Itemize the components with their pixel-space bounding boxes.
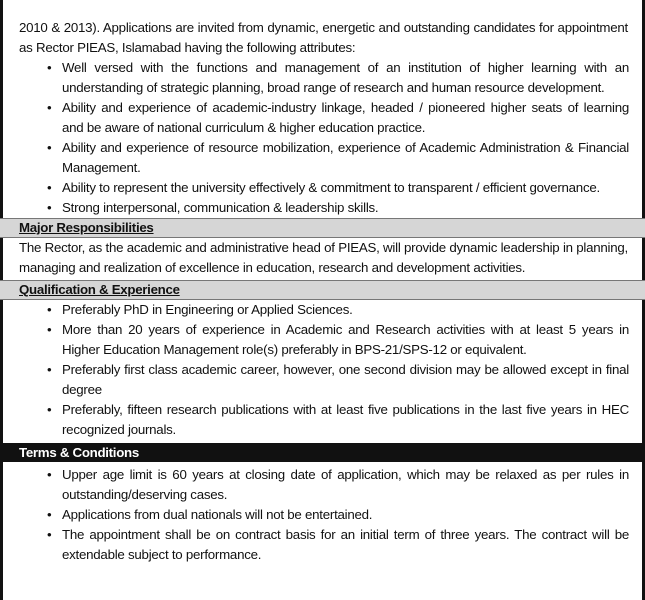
- section-heading-major-responsibilities: Major Responsibilities: [0, 218, 645, 238]
- bullet-icon: •: [47, 180, 52, 195]
- bullet-icon: •: [47, 507, 52, 522]
- list-item: • Preferably PhD in Engineering or Applied Sciences.: [62, 300, 629, 320]
- bullet-icon: •: [47, 322, 52, 337]
- bullet-icon: •: [47, 402, 52, 417]
- list-item: • Ability to represent the university effectively & commitment to transparent / efficient governance.: [62, 178, 629, 198]
- section-heading-terms: Terms & Conditions: [0, 443, 645, 462]
- intro-paragraph: 2010 & 2013). Applications are invited from dynamic, energetic and outstanding candidates for appointment as Rector PIEAS, Islamabad having the following attributes:: [19, 20, 628, 55]
- bullet-icon: •: [47, 200, 52, 215]
- qualification-list: [0, 300, 645, 440]
- attributes-list: [0, 58, 645, 218]
- bullet-icon: •: [47, 100, 52, 115]
- list-item: • Well versed with the functions and management of an institution of higher learning with an understanding of strategic planning, broad range of research and human resource development.: [47, 60, 629, 95]
- list-item: • Ability and experience of academic-industry linkage, headed / pioneered higher seats of learning and be aware of national curriculum & higher education practice.: [47, 100, 629, 135]
- bullet-icon: •: [47, 362, 52, 377]
- terms-list: [0, 465, 645, 565]
- list-item: • Preferably first class academic career, however, one second division may be allowed except in final degree: [47, 362, 629, 397]
- bullet-icon: •: [47, 60, 52, 75]
- bullet-icon: •: [47, 302, 52, 317]
- bullet-icon: •: [47, 527, 52, 542]
- list-item: • The appointment shall be on contract basis for an initial term of three years. The contract will be extendable subject to performance.: [47, 527, 629, 562]
- responsibilities-paragraph: The Rector, as the academic and administrative head of PIEAS, will provide dynamic leadership in planning, managing and realization of excellence in education, research and development activities.: [19, 240, 628, 275]
- list-item: • Ability and experience of resource mobilization, experience of Academic Administration & Financial Management.: [47, 140, 629, 175]
- list-item: • Strong interpersonal, communication & leadership skills.: [62, 198, 629, 218]
- list-item: • Applications from dual nationals will not be entertained.: [62, 505, 629, 525]
- section-heading-qualification: Qualification & Experience: [0, 280, 645, 300]
- bullet-icon: •: [47, 140, 52, 155]
- list-item: • Preferably, fifteen research publications with at least five publications in the last five years in HEC recognized journals.: [47, 402, 629, 437]
- bullet-icon: •: [47, 467, 52, 482]
- list-item: • Upper age limit is 60 years at closing date of application, which may be relaxed as per rules in outstanding/deserving cases.: [47, 467, 629, 502]
- list-item: • More than 20 years of experience in Academic and Research activities with at least 5 years in Higher Education Management role(s) preferably in BPS-21/SPS-12 or equivalent.: [47, 322, 629, 357]
